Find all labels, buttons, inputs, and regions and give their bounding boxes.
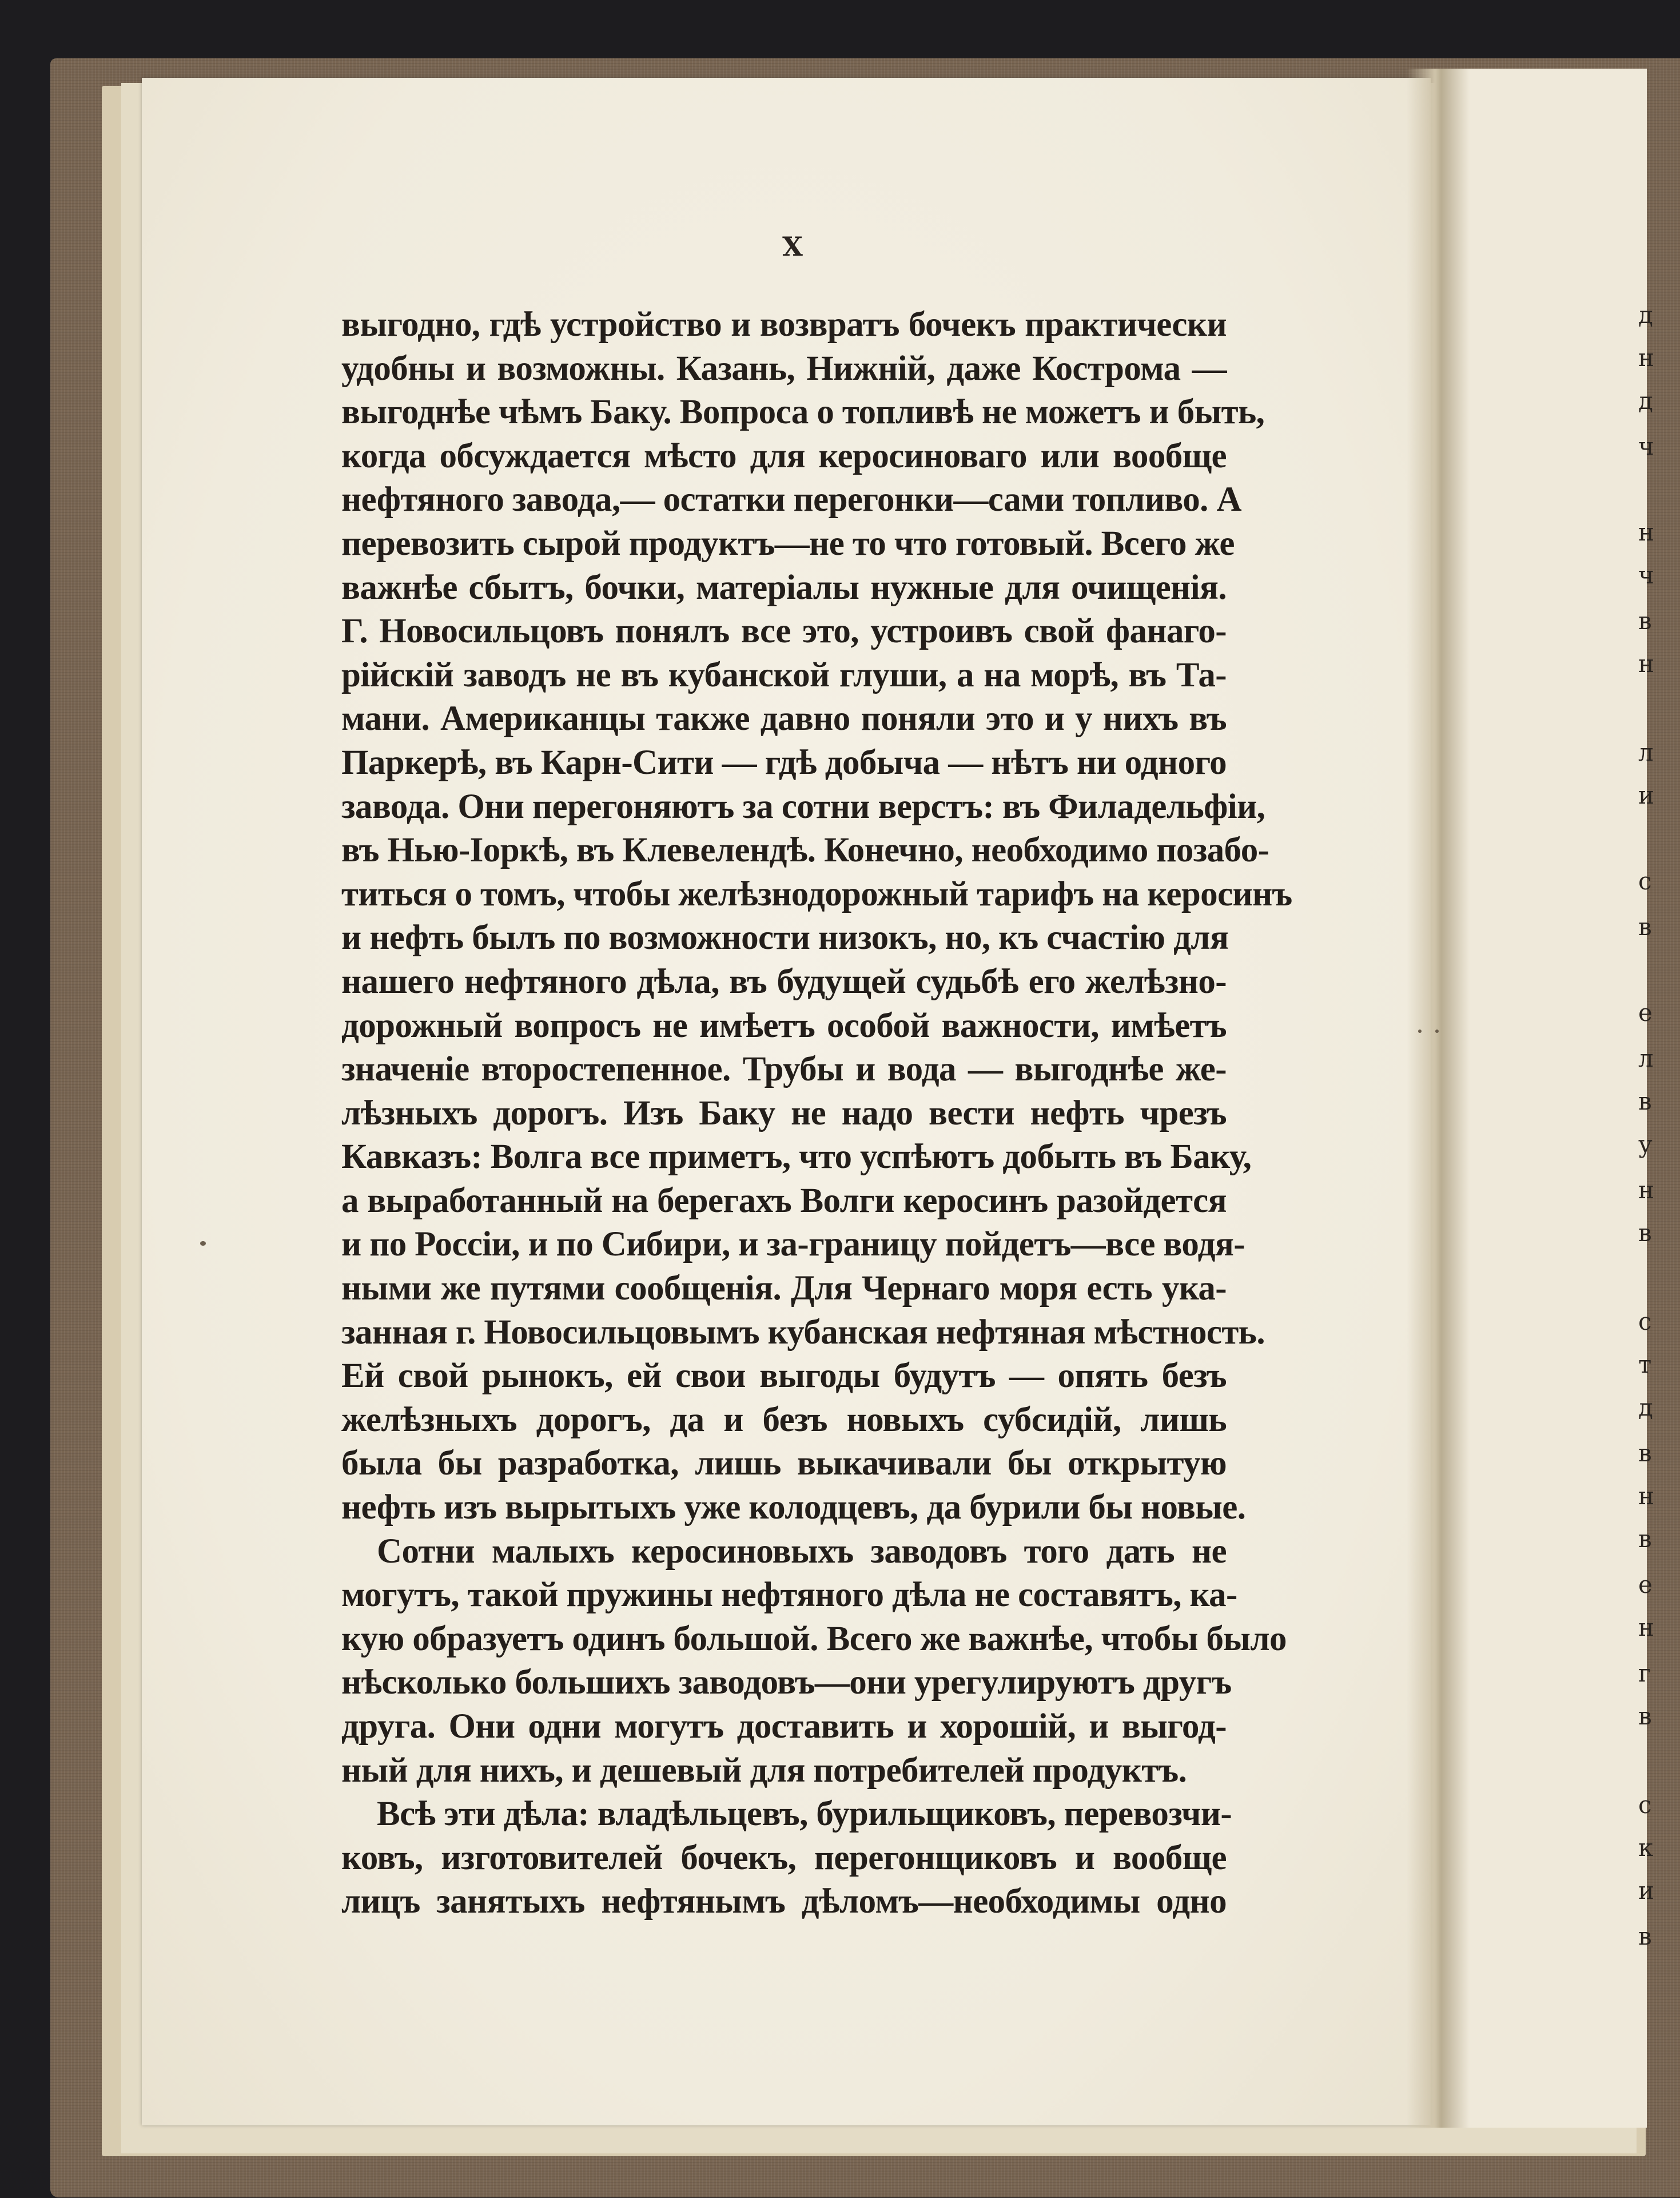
text-line: нефтяного завода,— остатки перегонки—сами топливо. А	[341, 480, 1241, 519]
facing-page-letter: н	[1638, 344, 1654, 372]
text-line: рійскій заводъ не въ кубанской глуши, а на морѣ, въ Та-	[341, 655, 1227, 694]
text-line: и по Россіи, и по Сибири, и за-границу пойдетъ—все водя-	[341, 1225, 1245, 1264]
facing-page-letter: и	[1638, 781, 1654, 809]
text-line: Ей свой рынокъ, ей свои выгоды будутъ — опять безъ	[341, 1357, 1227, 1396]
facing-page-letter: в	[1638, 1525, 1652, 1553]
facing-page-letter: в	[1638, 1702, 1652, 1730]
facing-page-letter: и	[1638, 1877, 1654, 1905]
text-line: въ Нью-Іоркѣ, въ Клевелендѣ. Конечно, необходимо позабо-	[341, 831, 1269, 870]
facing-page-letter: е	[1638, 999, 1653, 1027]
facing-page-letter: к	[1638, 1834, 1654, 1862]
facing-page-letter: с	[1638, 1791, 1652, 1819]
facing-page-letter: т	[1638, 1350, 1652, 1378]
text-line: нефть изъ вырытыхъ уже колодцевъ, да бурили бы новые.	[341, 1488, 1246, 1527]
facing-page-letter: н	[1638, 1482, 1654, 1510]
facing-page-letter: д	[1638, 301, 1653, 329]
text-line: ными же путями сообщенія. Для Чернаго моря есть ука-	[341, 1269, 1227, 1308]
paper-speck	[200, 1241, 206, 1246]
text-line: дорожный вопросъ не имѣетъ особой важности, имѣетъ	[341, 1006, 1227, 1045]
text-line: Кавказъ: Волга все приметъ, что успѣютъ добыть въ Баку,	[341, 1138, 1252, 1176]
text-line: друга. Они одни могутъ доставить и хорошій, и выгод-	[341, 1707, 1227, 1746]
text-line: мани. Американцы также давно поняли это и у нихъ въ	[341, 699, 1227, 738]
text-line: значеніе второстепенное. Трубы и вода — выгоднѣе же-	[341, 1050, 1227, 1089]
text-line: выгодно, гдѣ устройство и возвратъ бочекъ практически	[341, 305, 1227, 344]
facing-page-letter: д	[1638, 1393, 1653, 1421]
text-line: занная г. Новосильцовымъ кубанская нефтяная мѣстность.	[341, 1313, 1265, 1352]
text-line: нашего нефтяного дѣла, въ будущей судьбѣ его желѣзно-	[341, 962, 1227, 1001]
text-line: перевозить сырой продуктъ—не то что готовый. Всего же	[341, 524, 1235, 563]
page-number: X	[782, 231, 803, 262]
facing-page-letter: е	[1638, 1571, 1653, 1599]
text-line: лѣзныхъ дорогъ. Изъ Баку не надо вести нефть чрезъ	[341, 1094, 1227, 1132]
page-gutter	[1407, 69, 1470, 2128]
facing-page-letter: ч	[1638, 561, 1654, 589]
text-line: удобны и возможны. Казань, Нижній, даже Кострома —	[341, 349, 1227, 388]
text-line: кую образуетъ одинъ большой. Всего же важнѣе, чтобы было	[341, 1619, 1287, 1658]
text-line: Паркерѣ, въ Карн-Сити — гдѣ добыча — нѣтъ ни одного	[341, 743, 1227, 782]
facing-page-letter: л	[1638, 1044, 1654, 1072]
facing-page-letter: у	[1638, 1130, 1653, 1158]
text-line: Г. Новосильцовъ понялъ все это, устроивъ свой фанаго-	[341, 612, 1227, 651]
text-line: а выработанный на берегахъ Волги керосинъ разойдется	[341, 1181, 1227, 1220]
paper-speck	[1418, 1030, 1422, 1033]
text-line: Сотни малыхъ керосиновыхъ заводовъ того дать не	[377, 1532, 1227, 1571]
text-line: лицъ занятыхъ нефтянымъ дѣломъ—необходимы одно	[341, 1882, 1227, 1921]
text-line: когда обсуждается мѣсто для керосиноваго или вообще	[341, 436, 1227, 475]
facing-page-letter: в	[1638, 1219, 1652, 1247]
facing-page-letter: г	[1638, 1659, 1651, 1687]
facing-page-letter: н	[1638, 518, 1654, 546]
facing-page-letter: в	[1638, 607, 1652, 635]
text-line: желѣзныхъ дорогъ, да и безъ новыхъ субсидій, лишь	[341, 1400, 1227, 1439]
facing-page-letter: н	[1638, 650, 1654, 678]
facing-page-letter: с	[1638, 867, 1652, 895]
paper-speck	[1435, 1030, 1439, 1033]
facing-page-letter: в	[1638, 1439, 1652, 1467]
facing-page-letter: в	[1638, 1087, 1652, 1115]
facing-page-letter: н	[1638, 1613, 1654, 1641]
text-line: ковъ, изготовителей бочекъ, перегонщиковъ и вообще	[341, 1838, 1227, 1877]
facing-page-letter: в	[1638, 913, 1652, 941]
facing-page-letter: ч	[1638, 432, 1654, 460]
text-line: нѣсколько большихъ заводовъ—они урегулируютъ другъ	[341, 1663, 1232, 1702]
facing-page-letter: в	[1638, 1922, 1652, 1950]
text-line: выгоднѣе чѣмъ Баку. Вопроса о топливѣ не можетъ и быть,	[341, 393, 1265, 432]
text-line: завода. Они перегоняютъ за сотни верстъ: въ Филадельфіи,	[341, 787, 1265, 826]
facing-page	[1441, 69, 1654, 2128]
page-text	[341, 303, 1292, 1924]
facing-page-letter: д	[1638, 387, 1653, 415]
text-line: ный для нихъ, и дешевый для потребителей продуктъ.	[341, 1751, 1187, 1790]
text-line: титься о томъ, чтобы желѣзнодорожный тарифъ на керосинъ	[341, 875, 1292, 913]
text-line: была бы разработка, лишь выкачивали бы открытую	[341, 1444, 1227, 1483]
facing-page-letter: л	[1638, 738, 1654, 766]
facing-page-letter: н	[1638, 1176, 1654, 1204]
text-line: и нефть былъ по возможности низокъ, но, къ счастію для	[341, 919, 1229, 957]
facing-page-letter: с	[1638, 1307, 1652, 1336]
text-line: Всѣ эти дѣла: владѣльцевъ, бурильщиковъ, перевозчи-	[377, 1795, 1232, 1834]
text-line: важнѣе сбытъ, бочки, матеріалы нужные для очищенія.	[341, 568, 1227, 607]
text-line: могутъ, такой пружины нефтяного дѣла не составятъ, ка-	[341, 1576, 1237, 1615]
